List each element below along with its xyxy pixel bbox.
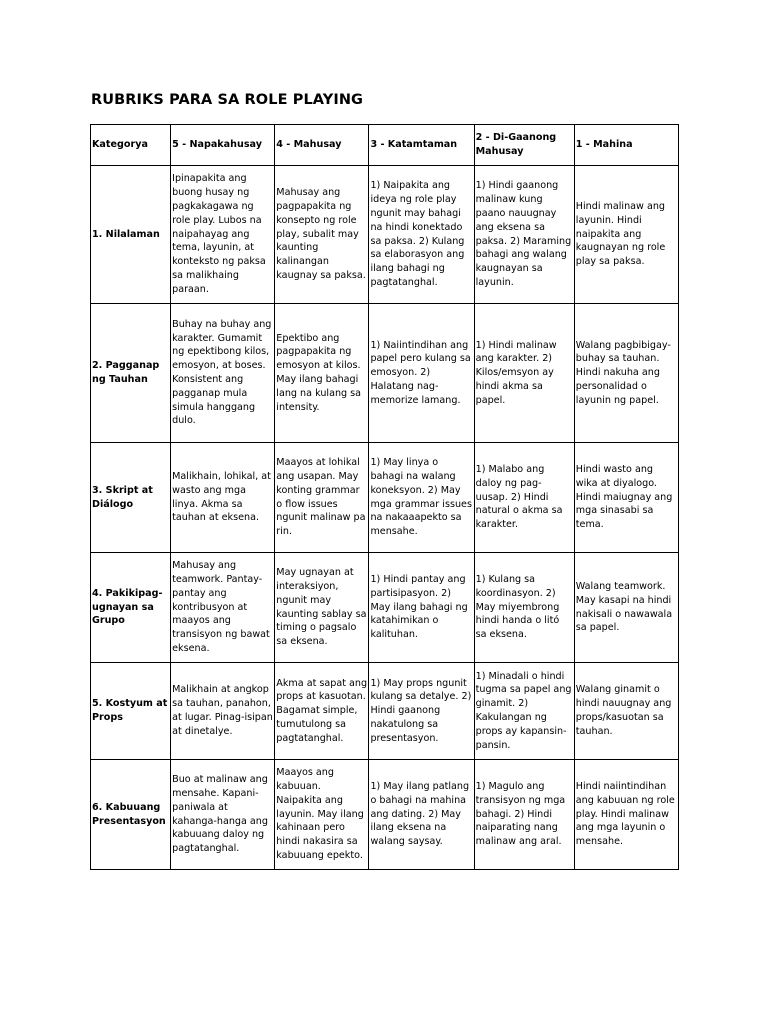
table-row xyxy=(91,304,679,443)
rubric-table xyxy=(90,124,679,870)
category-cell: 2. Pagganap ng Tauhan xyxy=(91,304,171,443)
rubric-cell: 1) May props ngunit kulang sa detalye. 2) Hindi gaanong nakatulong sa presentasyon. xyxy=(369,663,474,760)
rubric-cell: 1) Hindi pantay ang partisipasyon. 2) May ilang bahagi ng katahimikan o kalituhan. xyxy=(369,553,474,663)
header-score-5: 5 - Napakahusay xyxy=(171,125,275,166)
category-cell: 1. Nilalaman xyxy=(91,166,171,304)
rubric-cell: Epektibo ang pagpapakita ng emosyon at kilos. May ilang bahagi lang na kulang sa intensity. xyxy=(275,304,369,443)
rubric-cell: May ugnayan at interaksiyon, ngunit may kaunting sablay sa timing o pagsalo sa eksena. xyxy=(275,553,369,663)
rubric-cell: Hindi wasto ang wika at diyalogo. Hindi maiugnay ang mga sinasabi sa tema. xyxy=(574,443,678,553)
rubric-cell: 1) Magulo ang transisyon ng mga bahagi. 2) Hindi naiparating nang malinaw ang aral. xyxy=(474,760,574,870)
rubric-cell: Walang pagbibigay-buhay sa tauhan. Hindi nakuha ang personalidad o layunin ng papel. xyxy=(574,304,678,443)
rubric-cell: Mahusay ang pagpapakita ng konsepto ng role play, subalit may kaunting kalinangan kaugnay sa paksa. xyxy=(275,166,369,304)
category-cell: 5. Kostyum at Props xyxy=(91,663,171,760)
rubric-cell: 1) Minadali o hindi tugma sa papel ang ginamit. 2) Kakulangan ng props ay kapansin-pansin. xyxy=(474,663,574,760)
header-kategorya: Kategorya xyxy=(91,125,171,166)
rubric-cell: Ipinapakita ang buong husay ng pagkakagawa ng role play. Lubos na naipahayag ang tema, layunin, at konteksto ng paksa sa malikhaing paraan. xyxy=(171,166,275,304)
rubric-cell: Malikhain at angkop sa tauhan, panahon, at lugar. Pinag-isipan at dinetalye. xyxy=(171,663,275,760)
rubric-cell: 1) Kulang sa koordinasyon. 2) May miyembrong hindi handa o litó sa eksena. xyxy=(474,553,574,663)
rubric-cell: Akma at sapat ang props at kasuotan. Bagamat simple, tumutulong sa pagtatanghal. xyxy=(275,663,369,760)
rubric-cell: Mahusay ang teamwork. Pantay-pantay ang kontribusyon at maayos ang transisyon ng bawat eksena. xyxy=(171,553,275,663)
rubric-cell: 1) Malabo ang daloy ng pag-uusap. 2) Hindi natural o akma sa karakter. xyxy=(474,443,574,553)
rubric-cell: 1) Naiintindihan ang papel pero kulang sa emosyon. 2) Halatang nag-memorize lamang. xyxy=(369,304,474,443)
rubric-cell: Hindi malinaw ang layunin. Hindi naipakita ang kaugnayan ng role play sa paksa. xyxy=(574,166,678,304)
rubric-cell: Buo at malinaw ang mensahe. Kapani-paniwala at kahanga-hanga ang kabuuang daloy ng pagtatanghal. xyxy=(171,760,275,870)
rubric-cell: Malikhain, lohikal, at wasto ang mga linya. Akma sa tauhan at eksena. xyxy=(171,443,275,553)
page-title: RUBRIKS PARA SA ROLE PLAYING xyxy=(91,92,364,108)
category-cell: 4. Pakikipag-ugnayan sa Grupo xyxy=(91,553,171,663)
table-row xyxy=(91,760,679,870)
rubric-cell: 1) Hindi gaanong malinaw kung paano nauugnay ang eksena sa paksa. 2) Maraming bahagi ang walang kaugnayan sa layunin. xyxy=(474,166,574,304)
category-cell: 6. Kabuuang Presentasyon xyxy=(91,760,171,870)
header-score-1: 1 - Mahina xyxy=(574,125,678,166)
rubric-cell: 1) Hindi malinaw ang karakter. 2) Kilos/emsyon ay hindi akma sa papel. xyxy=(474,304,574,443)
rubric-cell: Hindi naiintindihan ang kabuuan ng role play. Hindi malinaw ang mga layunin o mensahe. xyxy=(574,760,678,870)
rubric-cell: Maayos at lohikal ang usapan. May konting grammar o flow issues ngunit malinaw pa rin. xyxy=(275,443,369,553)
rubric-cell: Walang teamwork. May kasapi na hindi nakisali o nawawala sa papel. xyxy=(574,553,678,663)
header-score-4: 4 - Mahusay xyxy=(275,125,369,166)
rubric-cell: Maayos ang kabuuan. Naipakita ang layunin. May ilang kahinaan pero hindi nakasira sa kabuuang epekto. xyxy=(275,760,369,870)
header-row xyxy=(91,125,679,166)
rubric-cell: 1) May ilang patlang o bahagi na mahina ang dating. 2) May ilang eksena na walang saysay. xyxy=(369,760,474,870)
table-row xyxy=(91,166,679,304)
header-score-2: 2 - Di-Gaanong Mahusay xyxy=(474,125,574,166)
rubric-cell: 1) May linya o bahagi na walang koneksyon. 2) May mga grammar issues na nakaaapekto sa mensahe. xyxy=(369,443,474,553)
table-row xyxy=(91,663,679,760)
rubric-cell: 1) Naipakita ang ideya ng role play ngunit may bahagi na hindi konektado sa paksa. 2) Kulang sa elaborasyon ang ilang bahagi ng pagtatanghal. xyxy=(369,166,474,304)
rubric-cell: Walang ginamit o hindi nauugnay ang props/kasuotan sa tauhan. xyxy=(574,663,678,760)
category-cell: 3. Skript at Diálogo xyxy=(91,443,171,553)
table-row xyxy=(91,443,679,553)
header-score-3: 3 - Katamtaman xyxy=(369,125,474,166)
rubric-cell: Buhay na buhay ang karakter. Gumamit ng epektibong kilos, emosyon, at boses. Konsistent ang pagganap mula simula hanggang dulo. xyxy=(171,304,275,443)
table-row xyxy=(91,553,679,663)
